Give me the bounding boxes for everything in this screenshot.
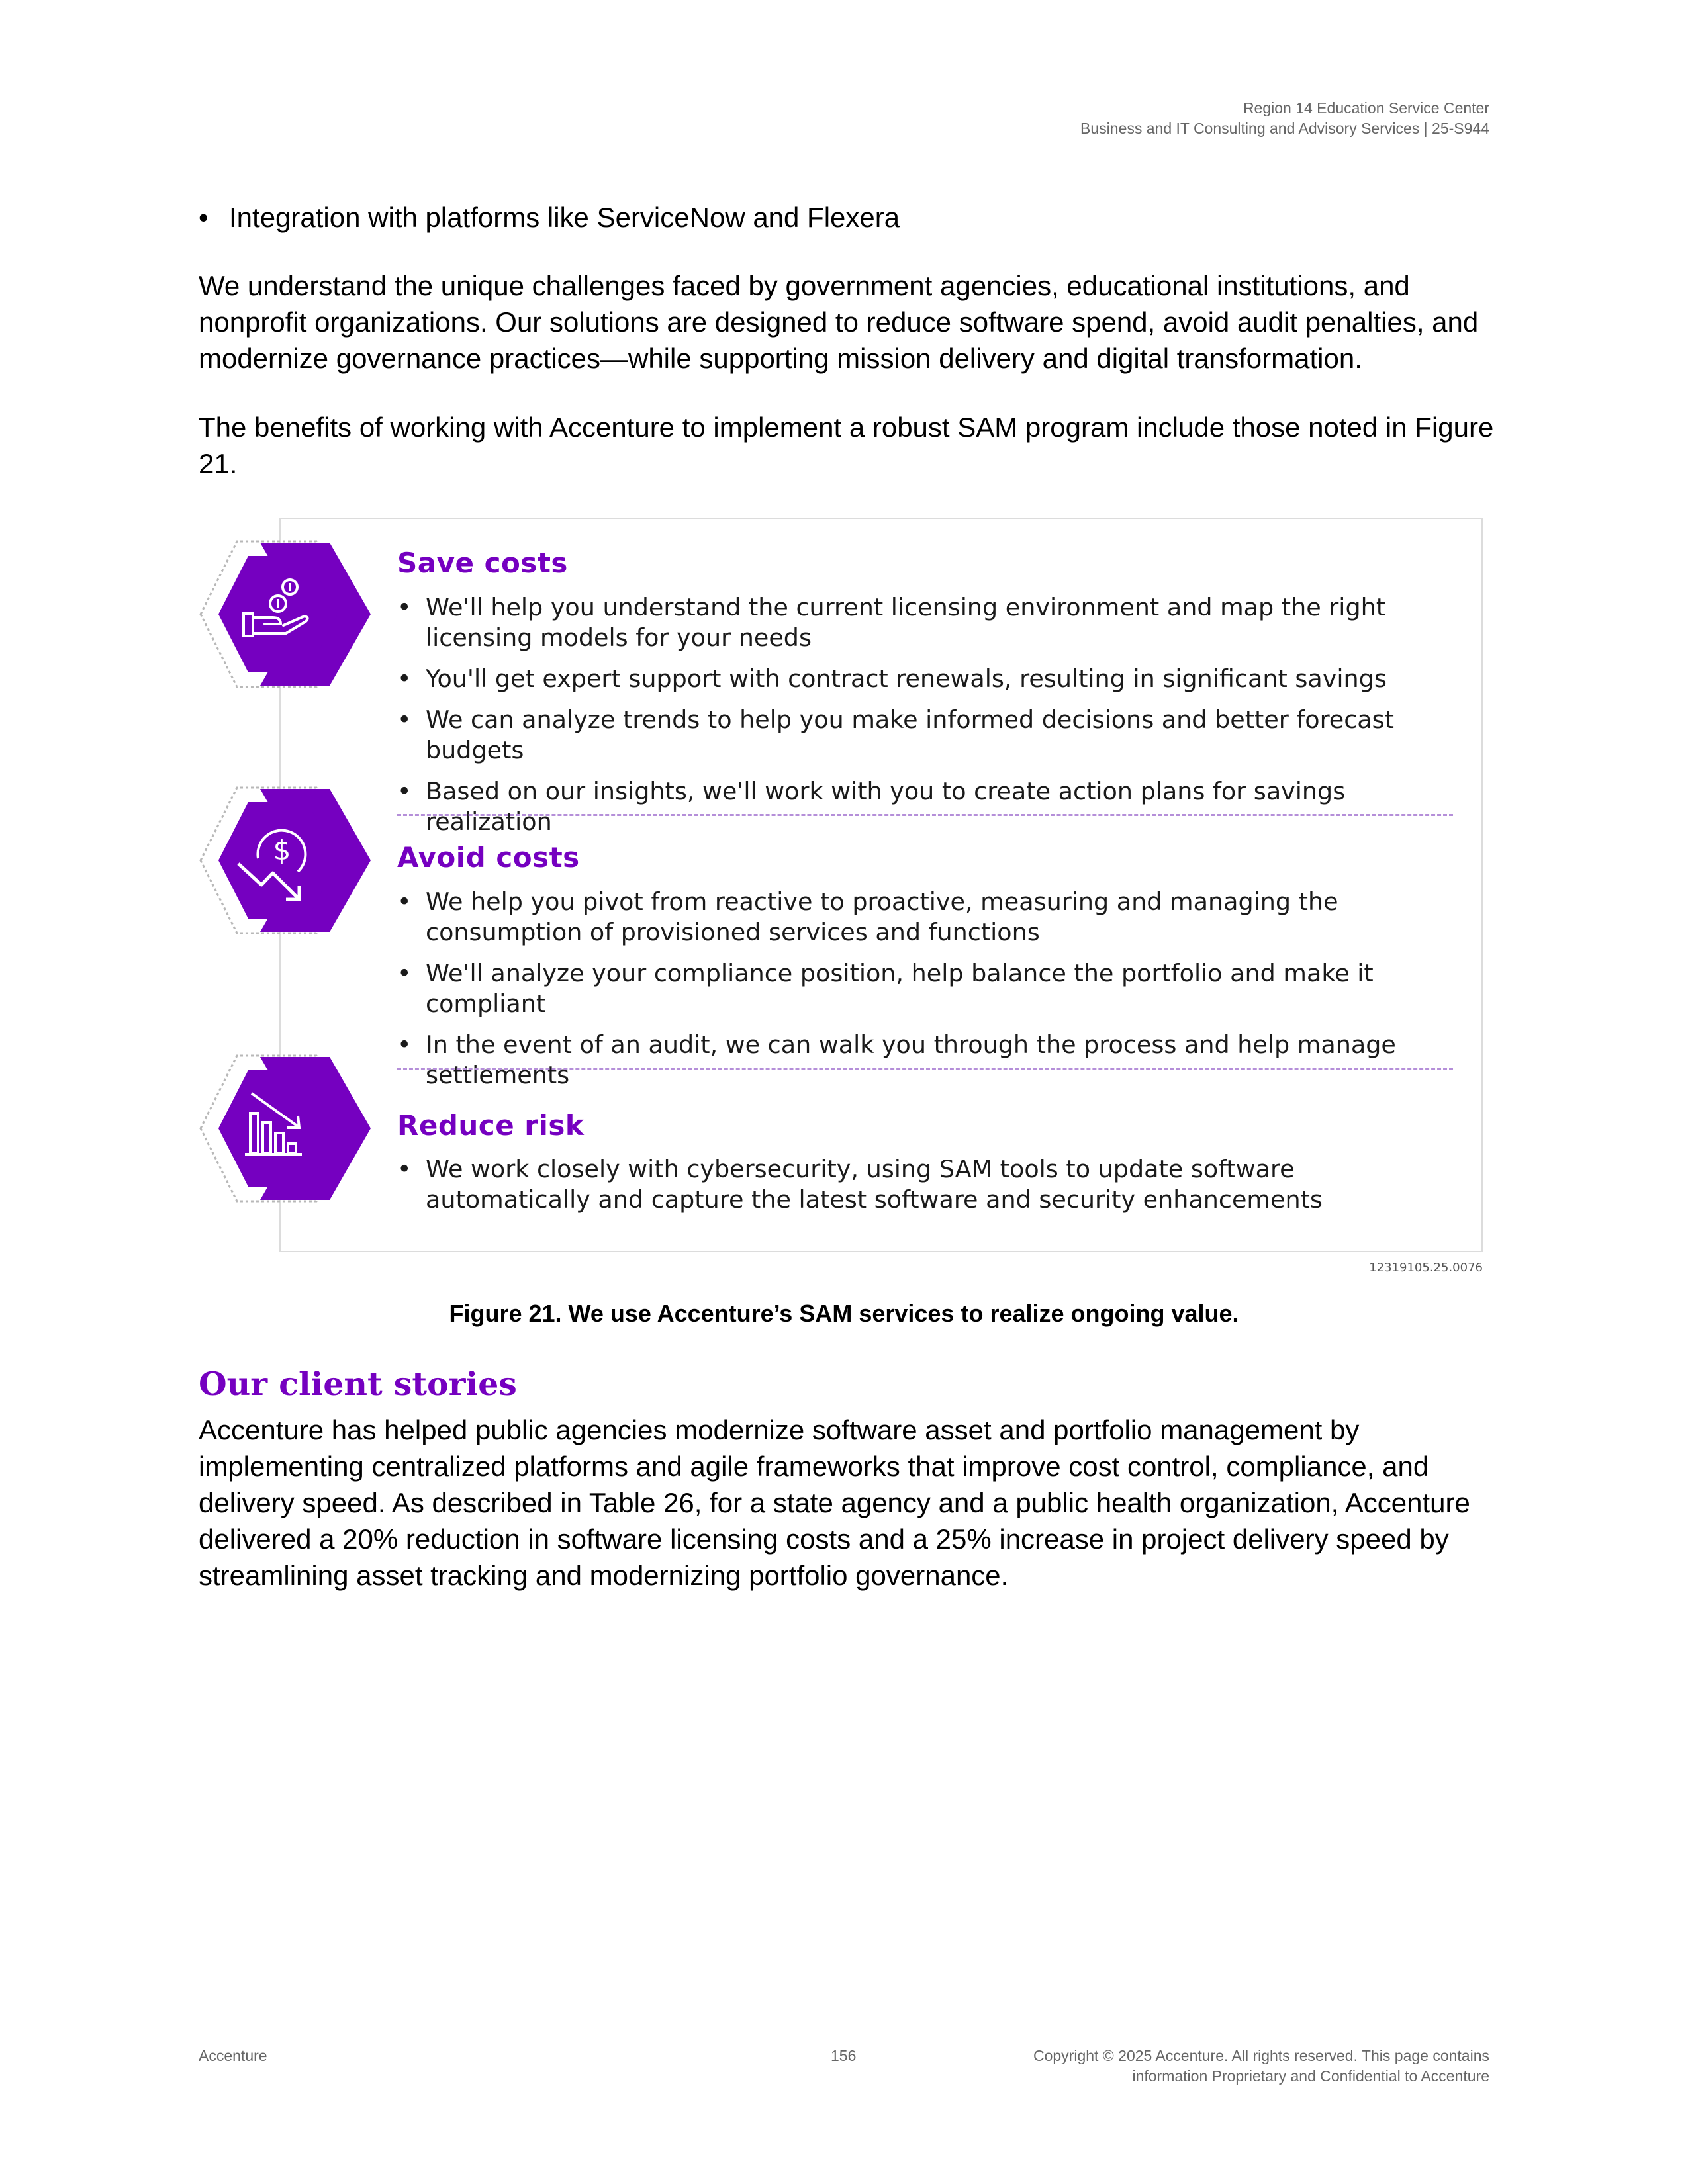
declining-bars-icon	[199, 1054, 373, 1203]
header-line-1: Region 14 Education Service Center	[1243, 99, 1489, 116]
section-divider	[397, 814, 1453, 816]
figure-id: 12319105.25.0076	[1369, 1261, 1483, 1275]
copyright-line-1: Copyright © 2025 Accenture. All rights reserved. This page contains	[1033, 2047, 1489, 2064]
section-divider	[397, 1068, 1453, 1070]
figure-reference-paragraph: The benefits of working with Accenture to implement a robust SAM program include those noted in Figure 21.	[199, 412, 1494, 479]
save-costs-list	[397, 592, 1463, 848]
list-item: • We'll help you understand the current licensing environment and map the right licensing models for your needs	[397, 592, 1463, 653]
list-item: • In the event of an audit, we can walk you through the process and help manage settlements	[397, 1030, 1463, 1091]
section-title-avoid-costs: Avoid costs	[397, 841, 580, 874]
intro-paragraph: We understand the unique challenges faced by government agencies, educational institutions, and nonprofit organizations. Our solutions are designed to reduce software spend, avoid audit penalties, and modernize governance practices—while supporting mission delivery and digital transformation.	[199, 270, 1479, 374]
section-title-save-costs: Save costs	[397, 547, 568, 579]
list-item: • We work closely with cybersecurity, using SAM tools to update software automatically and capture the latest software and security enhancements	[397, 1154, 1463, 1215]
hand-coins-icon	[199, 539, 373, 689]
bullet-item	[199, 200, 900, 236]
footer-company: Accenture	[199, 2047, 267, 2064]
bullet-dot: •	[199, 202, 209, 233]
list-item: • We help you pivot from reactive to proactive, measuring and managing the consumption of provisioned services and functions	[397, 887, 1463, 948]
header-line-2: Business and IT Consulting and Advisory Services | 25-S944	[1080, 120, 1489, 137]
figure-caption: Figure 21. We use Accenture’s SAM services to realize ongoing value.	[449, 1300, 1239, 1327]
section-heading-client-stories: Our client stories	[199, 1365, 517, 1403]
list-item: • We can analyze trends to help you make informed decisions and better forecast budgets	[397, 705, 1463, 766]
bullet-text: Integration with platforms like ServiceNow and Flexera	[229, 202, 900, 233]
list-item: • You'll get expert support with contract renewals, resulting in significant savings	[397, 664, 1463, 694]
client-stories-paragraph: Accenture has helped public agencies modernize software asset and portfolio management by implementing centralized platforms and agile frameworks that improve cost control, compliance, and delivery speed. As described in Table 26, for a state agency and a public health organization, Accenture delivered a 20% reduction in software licensing costs and a 25% increase in project delivery speed by streamlining asset tracking and modernizing portfolio governance.	[199, 1414, 1470, 1591]
section-title-reduce-risk: Reduce risk	[397, 1109, 585, 1142]
svg-text:$: $	[273, 834, 291, 866]
footer-copyright	[1033, 2046, 1489, 2087]
list-item: • Based on our insights, we'll work with you to create action plans for savings realization	[397, 776, 1463, 837]
list-item: • We'll analyze your compliance position, help balance the portfolio and make it compliant	[397, 958, 1463, 1019]
page-number: 156	[831, 2047, 857, 2064]
reduce-risk-list	[397, 1154, 1463, 1226]
copyright-line-2: information Proprietary and Confidential to Accenture	[1132, 2068, 1489, 2085]
dollar-down-icon	[199, 786, 373, 935]
